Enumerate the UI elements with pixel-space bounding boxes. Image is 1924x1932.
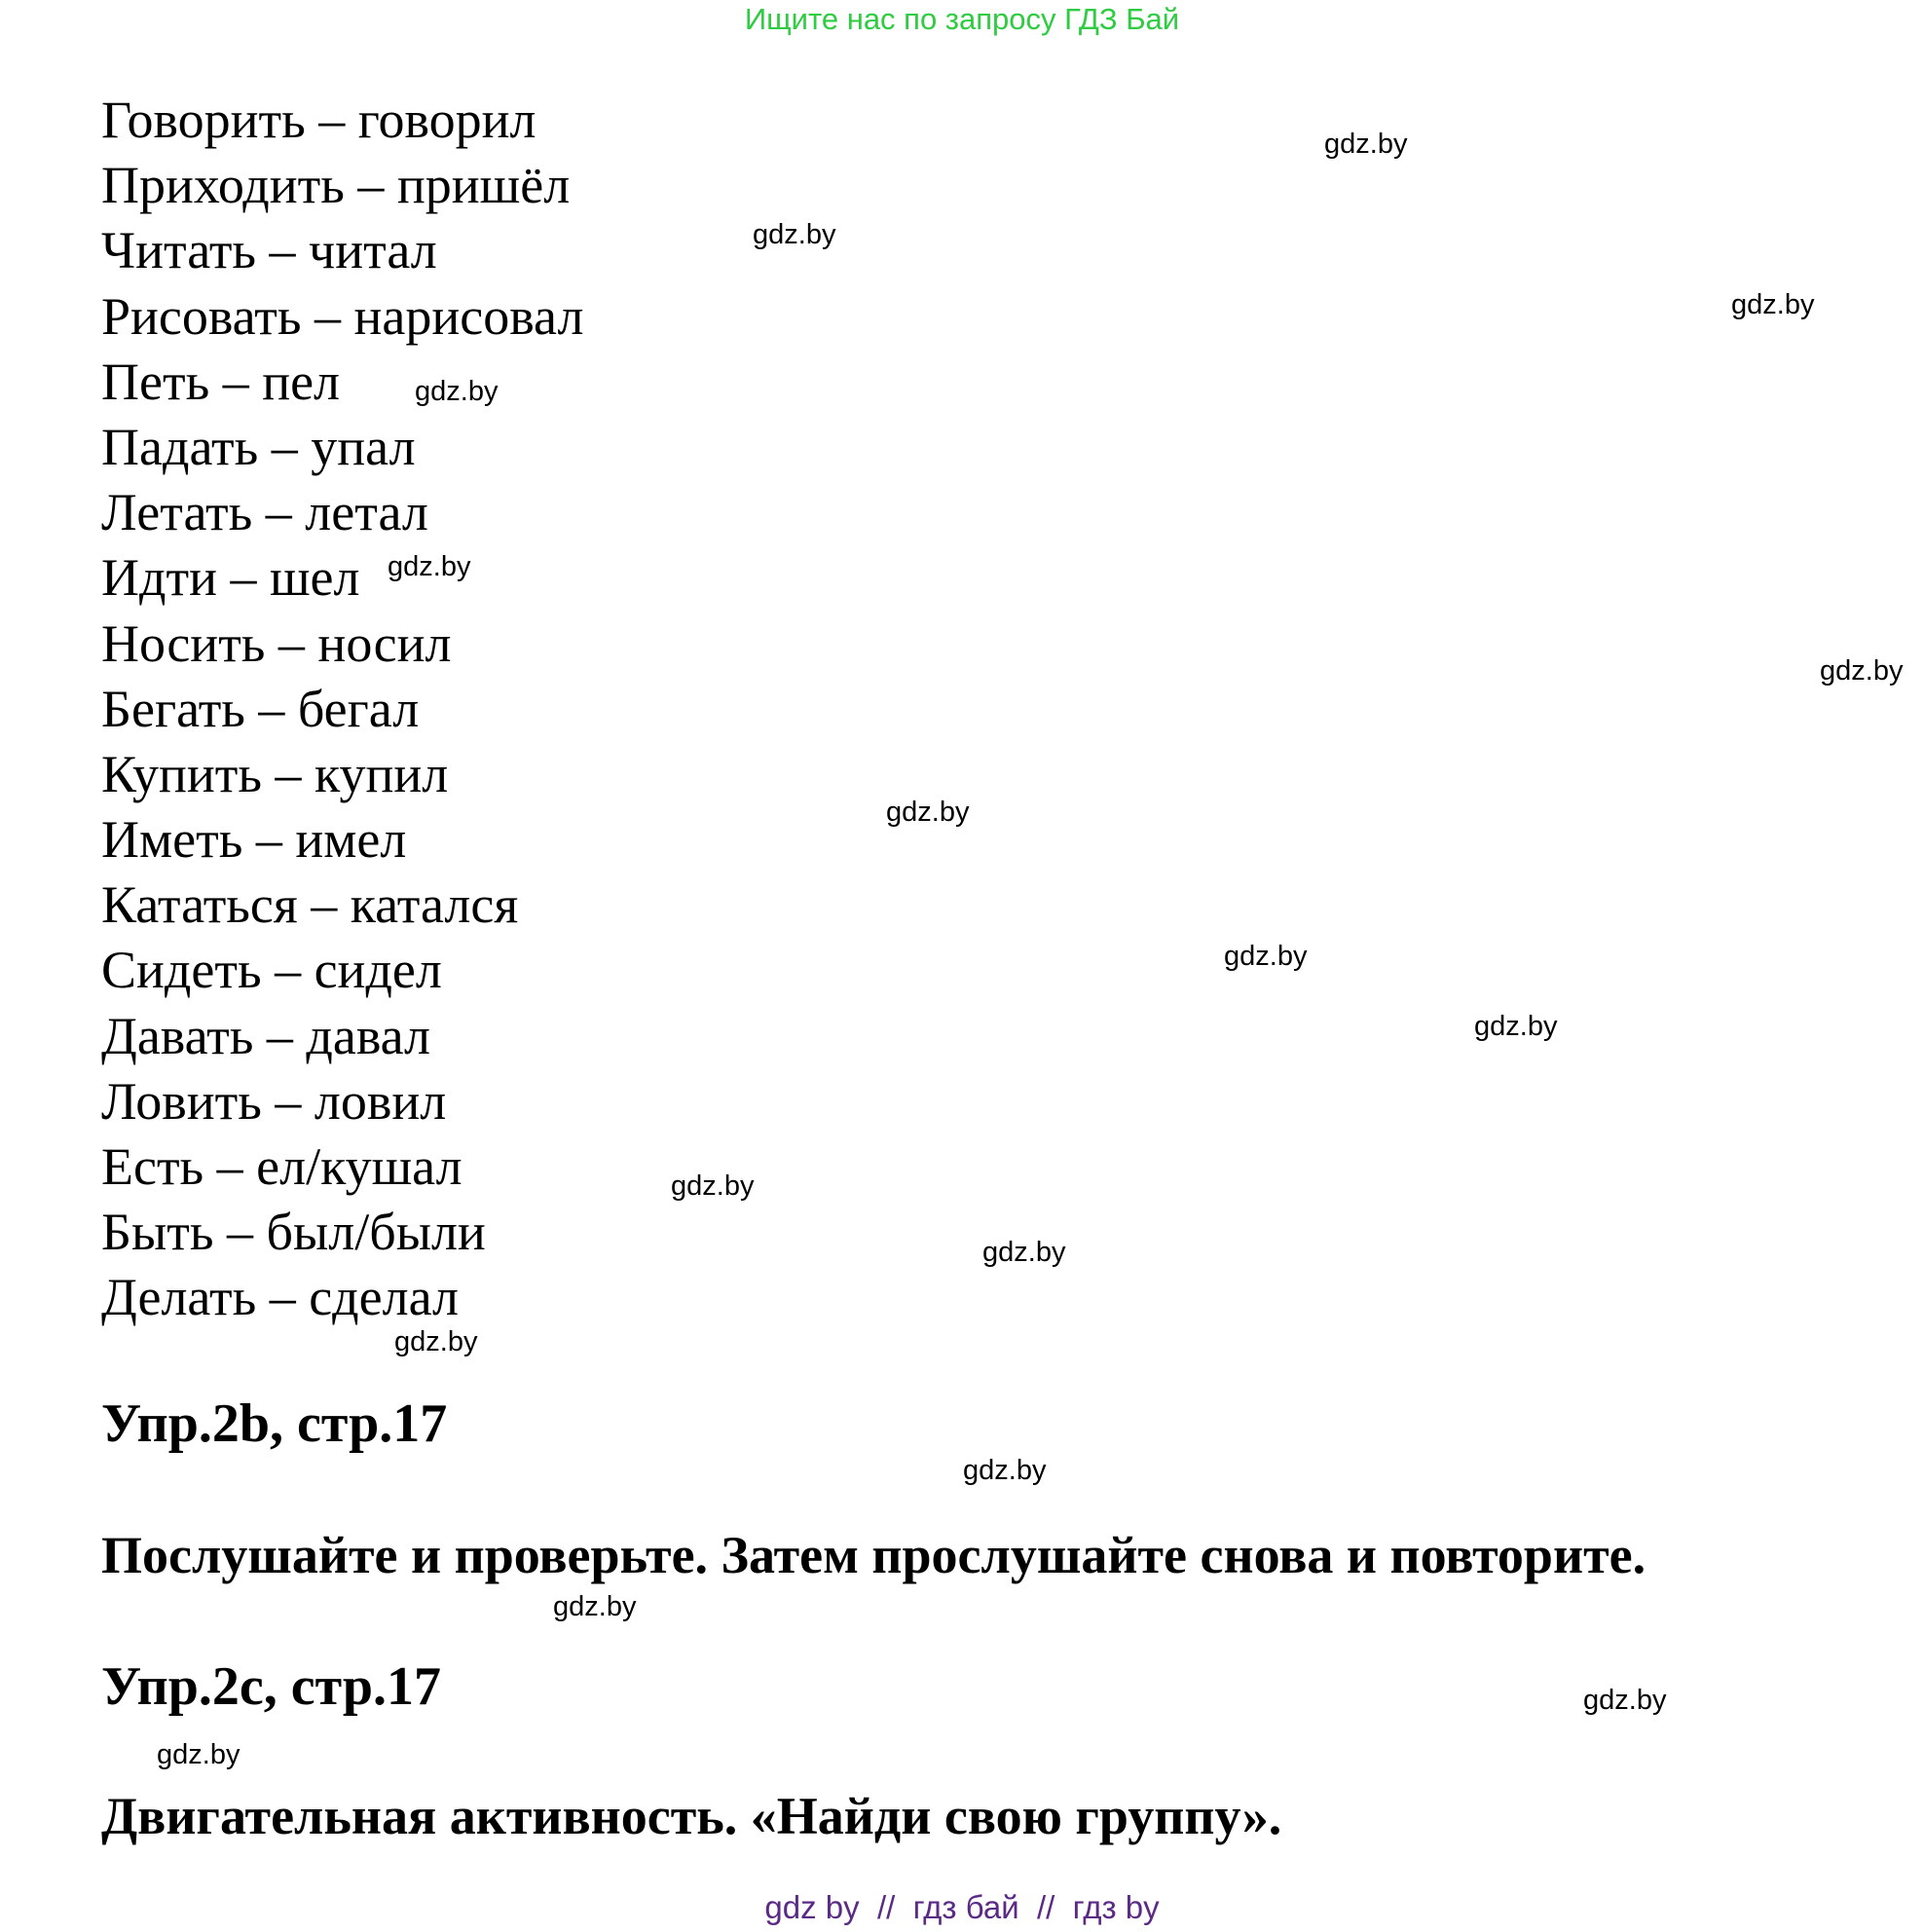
verb-pair: Купить – купил (101, 744, 449, 803)
verb-pair: Сидеть – сидел (101, 941, 442, 1000)
watermark: gdz.by (157, 1739, 240, 1770)
verb-pair: Падать – упал (101, 417, 416, 476)
top-banner: Ищите нас по запросу ГДЗ Бай (744, 2, 1180, 36)
verb-list (101, 88, 583, 1331)
watermark: gdz.by (753, 219, 836, 250)
verb-pair: Быть – был/были (101, 1203, 486, 1262)
verb-pair: Читать – читал (101, 221, 437, 280)
verb-pair: Петь – пел (101, 352, 341, 411)
watermark: gdz.by (1583, 1685, 1667, 1716)
watermark: gdz.by (886, 797, 970, 828)
watermark: gdz.by (671, 1170, 755, 1202)
verb-pair: Ловить – ловил (101, 1071, 447, 1131)
watermark: gdz.by (1820, 655, 1904, 687)
verb-pair: Давать – давал (101, 1006, 431, 1065)
watermark: gdz.by (388, 551, 471, 582)
verb-pair: Иметь – имел (101, 810, 407, 870)
verb-pair: Делать – сделал (101, 1268, 459, 1327)
watermark: gdz.by (1324, 129, 1408, 160)
footer-watermark: gdz by // гдз бай // гдз by (764, 1889, 1160, 1925)
watermark: gdz.by (1474, 1011, 1558, 1042)
verb-pair: Рисовать – нарисовал (101, 286, 584, 346)
verb-pair: Идти – шел (101, 548, 360, 608)
verb-pair: Говорить – говорил (101, 91, 536, 149)
watermark: gdz.by (963, 1455, 1047, 1486)
watermark: gdz.by (415, 376, 499, 407)
watermark: gdz.by (1731, 289, 1815, 320)
exercise-2c-heading: Упр.2c, стр.17 (101, 1656, 441, 1717)
verb-pair: Носить – носил (101, 613, 452, 673)
exercise-2b-instruction: Послушайте и проверьте. Затем прослушайте снова и повторите. (101, 1526, 1646, 1584)
watermark: gdz.by (553, 1591, 637, 1622)
exercise-2b-heading: Упр.2b, стр.17 (101, 1393, 448, 1454)
watermark: gdz.by (394, 1326, 478, 1357)
verb-pair: Кататься – катался (101, 875, 519, 935)
exercise-2c-instruction: Двигательная активность. «Найди свою группу». (101, 1787, 1282, 1845)
verb-pair: Бегать – бегал (101, 679, 420, 738)
watermark: gdz.by (982, 1237, 1066, 1268)
watermark: gdz.by (1224, 941, 1308, 972)
verb-pair: Летать – летал (101, 483, 428, 542)
verb-pair: Приходить – пришёл (101, 156, 571, 215)
verb-pair: Есть – ел/кушал (101, 1137, 462, 1196)
